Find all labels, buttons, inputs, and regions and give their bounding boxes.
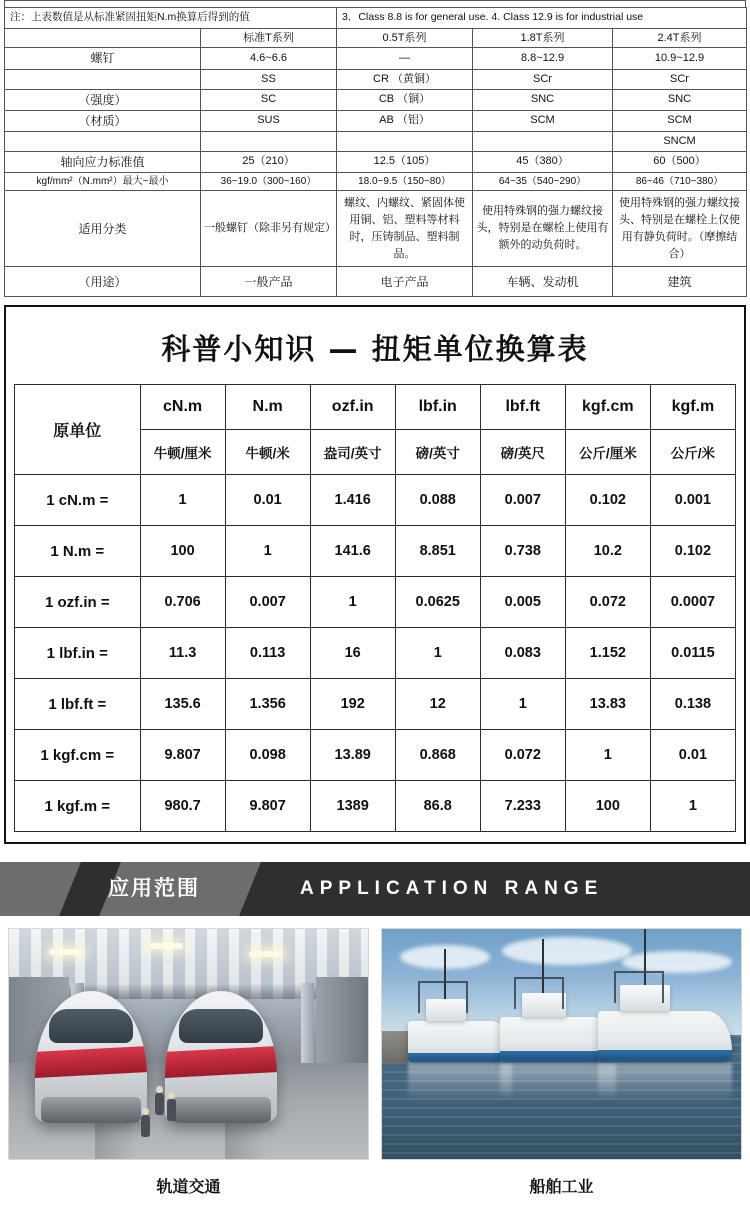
spec-series-header-1: 0.5T系列: [337, 28, 473, 48]
depot-pillar: [301, 983, 314, 1063]
torque-cell-1-4: 0.738: [480, 526, 565, 577]
torque-unit-cn-1: 牛顿/米: [225, 430, 310, 475]
spec-use-cell-3: 建筑: [613, 267, 747, 297]
torque-cell-2-3: 0.0625: [395, 577, 480, 628]
hull-blue-trim: [408, 1053, 512, 1064]
ceiling-lamp-icon: [49, 949, 83, 955]
table-row: [5, 131, 747, 151]
spec-row-label-5: 轴向应力标准值: [5, 151, 201, 172]
torque-cell-3-2: 16: [310, 628, 395, 679]
spec-note-right: 3．Class 8.8 is for general use. 4. Class 12.9 is for industrial use: [337, 8, 747, 29]
water-reflection: [598, 1063, 732, 1101]
spec-cell-3-0: SUS: [201, 110, 337, 131]
spec-cell-2-1: CB （铜）: [337, 89, 473, 110]
table-row: [5, 267, 747, 297]
torque-cell-2-4: 0.005: [480, 577, 565, 628]
torque-cell-2-0: 0.706: [140, 577, 225, 628]
photo-col-ship: [381, 928, 742, 1207]
ceiling-lamp-icon: [149, 943, 183, 949]
torque-row-label-2: 1 ozf.in =: [15, 577, 141, 628]
spec-cell-0-0: 4.6~6.6: [201, 48, 337, 69]
torque-unit-cn-5: 公斤/厘米: [565, 430, 650, 475]
torque-cell-3-0: 11.3: [140, 628, 225, 679]
torque-cell-6-3: 86.8: [395, 781, 480, 832]
torque-cell-6-0: 980.7: [140, 781, 225, 832]
spec-apply-cell-3: 使用特殊钢的强力螺纹接头、特别是在螺栓上仅使用有静负荷时。（摩擦结合）: [613, 191, 747, 267]
worker-figure: [167, 1099, 176, 1121]
table-row: [5, 172, 747, 191]
torque-cell-1-5: 10.2: [565, 526, 650, 577]
worker-figure: [155, 1093, 164, 1115]
worker-figure: [141, 1115, 150, 1137]
spec-series-header-2: 1.8T系列: [473, 28, 613, 48]
fishing-boat-hull: [598, 1011, 732, 1063]
torque-header-row-en: [15, 385, 736, 430]
spec-cell-3-2: SCM: [473, 110, 613, 131]
table-row: [5, 28, 747, 48]
table-row: [15, 730, 736, 781]
spec-cell-3-1: AB （铝）: [337, 110, 473, 131]
spec-row-label-4: [5, 131, 201, 151]
torque-row-label-1: 1 N.m =: [15, 526, 141, 577]
spec-cell-2-0: SC: [201, 89, 337, 110]
water-reflection: [408, 1063, 512, 1101]
spec-cell-5-0: 25（210）: [201, 151, 337, 172]
spec-cell-6-0: 36~19.0（300~160）: [201, 172, 337, 191]
torque-row-label-0: 1 cN.m =: [15, 475, 141, 526]
spec-cell-1-0: SS: [201, 69, 337, 89]
torque-cell-0-6: 0.001: [650, 475, 735, 526]
spec-note-left: 注：上表数值是从标准紧固扭矩N.m换算后得到的值: [5, 8, 337, 29]
table-row: [5, 48, 747, 69]
torque-cell-0-1: 0.01: [225, 475, 310, 526]
torque-cell-1-0: 100: [140, 526, 225, 577]
spec-cell-4-3: SNCM: [613, 131, 747, 151]
torque-cell-5-1: 0.098: [225, 730, 310, 781]
fishing-boat-hull: [408, 1021, 512, 1063]
spec-cell-0-2: 8.8~12.9: [473, 48, 613, 69]
spec-cell-5-1: 12.5（105）: [337, 151, 473, 172]
torque-unit-cn-4: 磅/英尺: [480, 430, 565, 475]
torque-cell-6-4: 7.233: [480, 781, 565, 832]
torque-table-title: 科普小知识 — 扭矩单位换算表: [161, 332, 589, 367]
spec-cell-3-3: SCM: [613, 110, 747, 131]
spec-cell-2-2: SNC: [473, 89, 613, 110]
torque-cell-0-4: 0.007: [480, 475, 565, 526]
table-row: [5, 151, 747, 172]
spec-cell-6-2: 64~35（540~290）: [473, 172, 613, 191]
rail-transit-photo: [8, 928, 369, 1160]
spec-table-section: [0, 0, 750, 297]
table-row: [15, 679, 736, 730]
torque-cell-6-1: 9.807: [225, 781, 310, 832]
torque-unit-en-1: N.m: [225, 385, 310, 430]
table-row: [5, 8, 747, 29]
ceiling-lamp-icon: [249, 951, 283, 957]
torque-cell-0-2: 1.416: [310, 475, 395, 526]
table-row: [15, 628, 736, 679]
application-range-banner: [0, 862, 750, 916]
torque-unit-cn-2: 盎司/英寸: [310, 430, 395, 475]
torque-cell-5-5: 1: [565, 730, 650, 781]
torque-cell-3-4: 0.083: [480, 628, 565, 679]
torque-cell-3-6: 0.0115: [650, 628, 735, 679]
torque-cell-2-2: 1: [310, 577, 395, 628]
spec-cell-5-3: 60（500）: [613, 151, 747, 172]
torque-cell-5-3: 0.868: [395, 730, 480, 781]
torque-cell-6-2: 1389: [310, 781, 395, 832]
torque-cell-1-3: 8.851: [395, 526, 480, 577]
spec-series-blank: [5, 28, 201, 48]
spec-row-label-3: （材质）: [5, 110, 201, 131]
torque-row-label-3: 1 lbf.in =: [15, 628, 141, 679]
torque-cell-5-4: 0.072: [480, 730, 565, 781]
banner-title-en: APPLICATION RANGE: [300, 878, 604, 900]
table-row: [5, 110, 747, 131]
spec-cell-4-2: [473, 131, 613, 151]
spec-apply-cell-0: 一般螺钉（除非另有规定）: [201, 191, 337, 267]
table-row: [15, 475, 736, 526]
table-row: [5, 191, 747, 267]
spec-apply-cell-2: 使用特殊钢的强力螺纹接头，特别是在螺栓上使用有额外的动负荷时。: [473, 191, 613, 267]
torque-cell-5-2: 13.89: [310, 730, 395, 781]
spec-cell-4-0: [201, 131, 337, 151]
boat-rigging: [418, 981, 468, 1013]
photo-caption-ship: 船舶工业: [529, 1179, 594, 1197]
torque-cell-4-3: 12: [395, 679, 480, 730]
spec-cell-0-1: —: [337, 48, 473, 69]
torque-unit-en-6: kgf.m: [650, 385, 735, 430]
train-skirt: [41, 1097, 141, 1123]
banner-title-cn: 应用范围: [108, 877, 200, 901]
torque-unit-cn-3: 磅/英寸: [395, 430, 480, 475]
torque-cell-6-6: 1: [650, 781, 735, 832]
torque-cell-1-2: 141.6: [310, 526, 395, 577]
shipbuilding-photo: [381, 928, 742, 1160]
torque-cell-5-0: 9.807: [140, 730, 225, 781]
torque-unit-en-2: ozf.in: [310, 385, 395, 430]
torque-unit-cn-0: 牛顿/厘米: [140, 430, 225, 475]
train-windshield: [179, 1009, 263, 1043]
spec-use-cell-1: 电子产品: [337, 267, 473, 297]
torque-cell-2-5: 0.072: [565, 577, 650, 628]
boat-rigging: [614, 971, 664, 1003]
torque-conversion-section: [4, 305, 746, 844]
spec-apply-label: 适用分类: [5, 191, 201, 267]
spec-row-label-0: 螺钉: [5, 48, 201, 69]
spec-use-label: （用途）: [5, 267, 201, 297]
torque-row-label-4: 1 lbf.ft =: [15, 679, 141, 730]
spec-table: [4, 7, 747, 297]
hull-blue-trim: [598, 1050, 732, 1064]
spec-cell-4-1: [337, 131, 473, 151]
spec-apply-cell-1: 螺纹、内螺纹、紧固体使用铜、铝、塑料等材料时，压铸制品、塑料制品。: [337, 191, 473, 267]
torque-cell-0-3: 0.088: [395, 475, 480, 526]
spec-cell-6-1: 18.0~9.5（150~80）: [337, 172, 473, 191]
torque-cell-4-5: 13.83: [565, 679, 650, 730]
train-windshield: [49, 1009, 133, 1043]
torque-cell-0-0: 1: [140, 475, 225, 526]
spec-cell-5-2: 45（380）: [473, 151, 613, 172]
torque-row-label-5: 1 kgf.cm =: [15, 730, 141, 781]
torque-unit-en-3: lbf.in: [395, 385, 480, 430]
torque-cell-4-0: 135.6: [140, 679, 225, 730]
torque-corner-label: 原单位: [15, 385, 141, 475]
torque-cell-6-5: 100: [565, 781, 650, 832]
torque-cell-2-6: 0.0007: [650, 577, 735, 628]
train-red-stripe: [165, 1046, 277, 1079]
application-photos: [0, 916, 750, 1207]
torque-unit-en-0: cN.m: [140, 385, 225, 430]
table-row: [5, 89, 747, 110]
spec-cell-2-3: SNC: [613, 89, 747, 110]
torque-cell-3-1: 0.113: [225, 628, 310, 679]
torque-cell-4-6: 0.138: [650, 679, 735, 730]
table-row: [5, 69, 747, 89]
torque-unit-en-5: kgf.cm: [565, 385, 650, 430]
torque-unit-cn-6: 公斤/米: [650, 430, 735, 475]
spec-cell-6-3: 86~46（710~380）: [613, 172, 747, 191]
spec-row-label-1: [5, 69, 201, 89]
torque-cell-4-1: 1.356: [225, 679, 310, 730]
boat-rigging: [514, 977, 564, 1009]
spec-table-top-edge: [4, 0, 746, 7]
spec-row-label-2: （强度）: [5, 89, 201, 110]
torque-cell-3-3: 1: [395, 628, 480, 679]
torque-cell-0-5: 0.102: [565, 475, 650, 526]
table-row: [15, 577, 736, 628]
torque-unit-en-4: lbf.ft: [480, 385, 565, 430]
torque-cell-1-1: 1: [225, 526, 310, 577]
photo-caption-rail: 轨道交通: [156, 1179, 221, 1197]
spec-use-cell-2: 车辆、发动机: [473, 267, 613, 297]
spec-use-cell-0: 一般产品: [201, 267, 337, 297]
torque-cell-2-1: 0.007: [225, 577, 310, 628]
torque-cell-1-6: 0.102: [650, 526, 735, 577]
train-skirt: [171, 1097, 271, 1123]
torque-cell-3-5: 1.152: [565, 628, 650, 679]
table-row: [15, 781, 736, 832]
spec-series-header-3: 2.4T系列: [613, 28, 747, 48]
train-red-stripe: [35, 1046, 147, 1079]
spec-series-header-0: 标准T系列: [201, 28, 337, 48]
table-row: [15, 526, 736, 577]
spec-row-label-6: kgf/mm²（N.mm²）最大~最小: [5, 172, 201, 191]
torque-cell-4-2: 192: [310, 679, 395, 730]
spec-cell-0-3: 10.9~12.9: [613, 48, 747, 69]
spec-cell-1-1: CR （黄铜）: [337, 69, 473, 89]
spec-cell-1-3: SCr: [613, 69, 747, 89]
photo-col-rail: [8, 928, 369, 1207]
spec-cell-1-2: SCr: [473, 69, 613, 89]
torque-conversion-table: [14, 384, 736, 832]
torque-row-label-6: 1 kgf.m =: [15, 781, 141, 832]
torque-cell-4-4: 1: [480, 679, 565, 730]
torque-cell-5-6: 0.01: [650, 730, 735, 781]
